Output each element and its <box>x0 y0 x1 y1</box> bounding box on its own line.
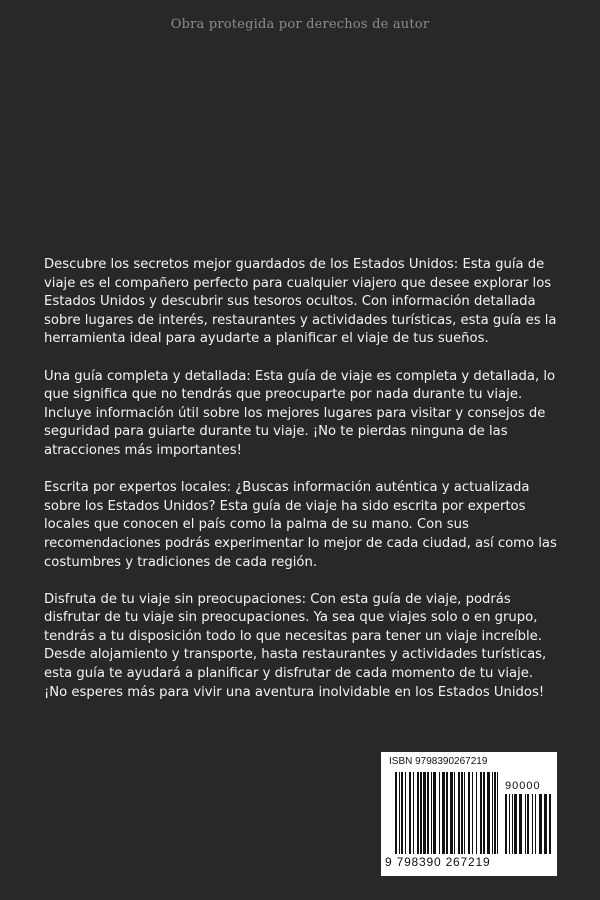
copyright-watermark-top: Obra protegida por derechos de autor <box>170 17 430 32</box>
barcode-bar <box>494 772 496 854</box>
barcode-bar <box>395 772 397 854</box>
barcode-bar <box>532 794 533 854</box>
barcode-bar <box>472 772 473 854</box>
barcode-bar <box>417 772 419 854</box>
barcode-bar <box>497 772 498 854</box>
barcode-bar <box>527 794 529 854</box>
barcode-bar <box>512 794 513 854</box>
barcode-bar <box>446 772 448 854</box>
barcode-bar <box>549 794 551 854</box>
barcode-bar <box>519 794 522 854</box>
barcode-bar <box>492 772 493 854</box>
barcode-bar <box>505 794 507 854</box>
blurb-paragraph: Escrita por expertos locales: ¿Buscas información auténtica y actualizada sobre los Estados Unidos? Esta guía de viaje ha sido escrita por expertos locales que conocen el país como la palma de su mano. Con sus recomendaciones podrás experimentar lo mejor de cada ciudad, así como las costumbres y tradiciones de cada región. <box>44 480 557 570</box>
isbn-barcode <box>381 752 557 876</box>
barcode-bar <box>401 772 403 854</box>
barcode-bar <box>427 772 429 854</box>
barcode-bar <box>450 772 453 854</box>
barcode-bar <box>544 794 547 854</box>
barcode-bar <box>539 794 542 854</box>
blurb-paragraph: Una guía completa y detallada: Esta guía de viaje es completa y detallada, lo que significa que no tendrás que preocuparte por nada durante tu viaje. Incluye información útil sobre los mejores lugares para visitar y consejos de seguridad para guiarte durante tu viaje. ¡No te pierdas ninguna de las atracciones más importantes! <box>44 368 556 458</box>
isbn-label: ISBN 9798390267219 <box>389 756 488 767</box>
barcode-bar <box>458 772 460 854</box>
back-cover-blurb <box>44 256 559 721</box>
barcode-bar <box>423 772 426 854</box>
blurb-paragraph: Disfruta de tu viaje sin preocupaciones: Con esta guía de viaje, podrás disfrutar de tu viaje sin preocupaciones. Ya sea que viajes solo o en grupo, tendrás a tu disposición todo lo que necesitas para tener un viaje increíble. Desde alojamiento y transporte, hasta restaurantes y actividades turísticas, esta guía te ayudará a planificar y disfrutar de cada momento de tu viaje. ¡No esperes más para vivir una aventura inolvidable en los Estados Unidos! <box>44 591 547 700</box>
barcode-bar <box>476 772 477 854</box>
barcode-bar <box>509 794 510 854</box>
addon-code: 90000 <box>505 780 541 792</box>
barcode-bar <box>483 772 485 854</box>
barcode-bar <box>514 794 517 854</box>
barcode-bar <box>487 772 490 854</box>
barcode-bar <box>399 772 400 854</box>
barcode-bar <box>413 772 414 854</box>
barcode-bar <box>461 772 463 854</box>
addon-bars <box>505 794 551 854</box>
barcode-bar <box>442 772 445 854</box>
barcode-bar <box>464 772 465 854</box>
barcode-bar <box>535 794 536 854</box>
barcode-bar <box>454 772 455 854</box>
barcode-bar <box>480 772 482 854</box>
barcode-bar <box>409 772 411 854</box>
barcode-bar <box>405 772 406 854</box>
barcode-bar <box>431 772 432 854</box>
blurb-paragraph: Descubre los secretos mejor guardados de los Estados Unidos: Esta guía de viaje es el compañero perfecto para cualquier viajero que desee explorar los Estados Unidos y descubrir sus tesoros ocultos. Con información detallada sobre lugares de interés, restaurantes y actividades turísticas, esta guía es la herramienta ideal para ayudarte a planificar el viaje de tus sueños. <box>44 257 557 347</box>
barcode-bar <box>433 772 436 854</box>
barcode-bar <box>525 794 526 854</box>
ean-digits: 9 798390 267219 <box>385 855 491 869</box>
barcode-bar <box>420 772 422 854</box>
barcode-bar <box>439 772 440 854</box>
barcode-bar <box>468 772 470 854</box>
ean-bars <box>395 772 498 854</box>
